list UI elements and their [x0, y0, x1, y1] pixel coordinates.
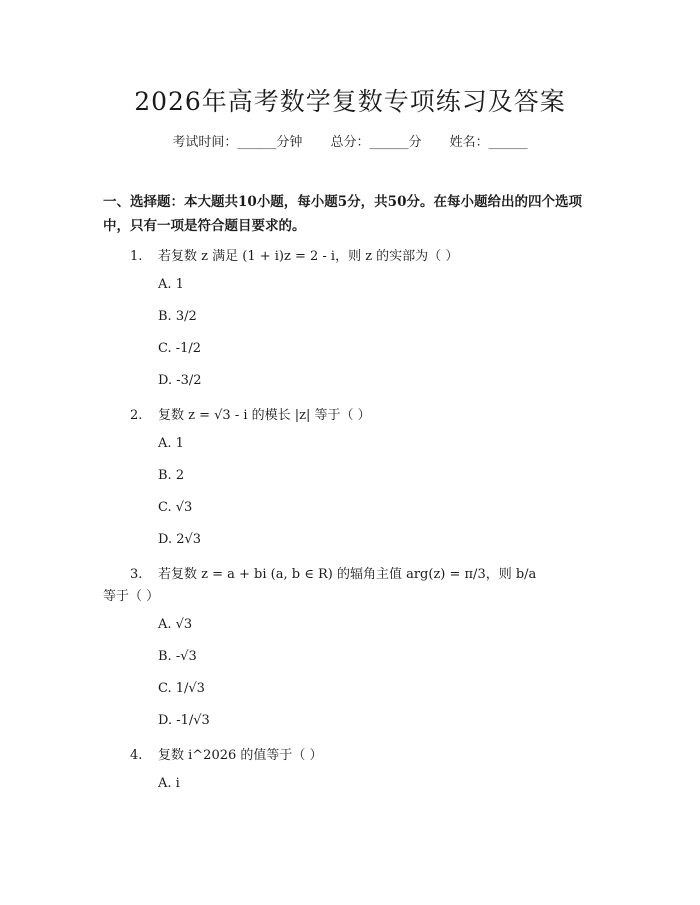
option: B. 3/2	[158, 309, 197, 324]
option: A. 1	[158, 436, 184, 451]
question-3	[130, 563, 536, 582]
question-number: 3.	[130, 567, 143, 582]
question-text: 复数 z = √3 - i 的模长 |z| 等于（ ）	[158, 408, 371, 423]
question-4	[130, 744, 323, 763]
question-text: 若复数 z 满足 (1 + i)z = 2 - i，则 z 的实部为（ ）	[158, 249, 459, 264]
question-number: 4.	[130, 748, 143, 763]
option: A. 1	[158, 277, 184, 292]
question-text: 复数 i^2026 的值等于（ ）	[158, 748, 323, 763]
question-text: 若复数 z = a + bi (a, b ∈ R) 的辐角主值 arg(z) = π/3，则 b/a	[158, 567, 537, 582]
question-number: 1.	[130, 249, 143, 264]
exam-meta	[0, 131, 700, 150]
option: C. √3	[158, 500, 193, 515]
option: A. i	[158, 776, 180, 791]
question-number: 2.	[130, 408, 143, 423]
total-score: 总分：______分	[330, 135, 422, 150]
option: D. 2√3	[158, 532, 202, 547]
section-heading: 一、选择题：本大题共10小题，每小题5分，共50分。在每小题给出的四个选项中，只有一项是符合题目要求的。	[103, 194, 582, 234]
student-name: 姓名：______	[449, 135, 528, 150]
question-2	[130, 404, 371, 423]
option: C. 1/√3	[158, 681, 205, 696]
option: A. √3	[158, 617, 193, 632]
question-text-continued: 等于（ ）	[103, 589, 160, 604]
page-title: 2026年高考数学复数专项练习及答案	[134, 87, 566, 116]
option: D. -3/2	[158, 373, 202, 388]
question-1	[130, 245, 458, 264]
option: D. -1/√3	[158, 713, 210, 728]
option: B. -√3	[158, 649, 197, 664]
option: C. -1/2	[158, 341, 202, 356]
option: B. 2	[158, 468, 185, 483]
exam-time: 考试时间：______分钟	[172, 135, 303, 150]
